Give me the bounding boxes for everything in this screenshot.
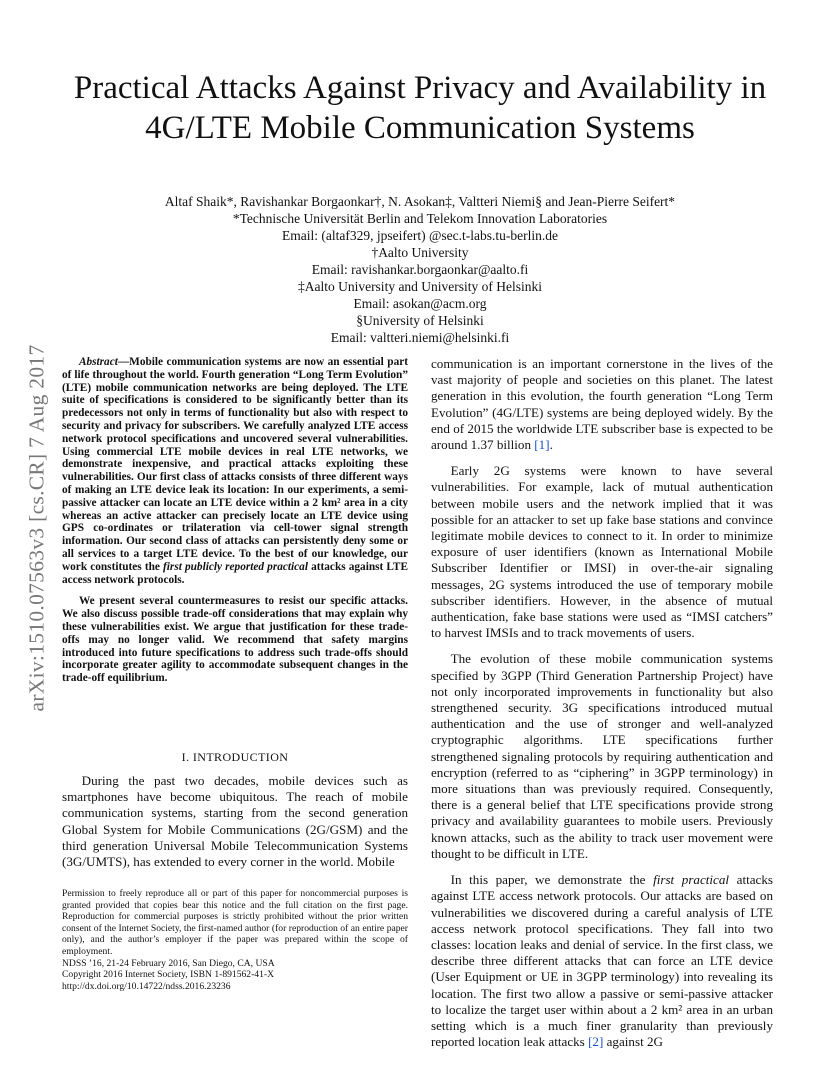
right-column-text bbox=[431, 356, 773, 1050]
email[interactable]: Email: asokan@acm.org bbox=[353, 296, 487, 311]
paper-title: Practical Attacks Against Privacy and Availability in 4G/LTE Mobile Communication Systems bbox=[73, 70, 767, 146]
body-paragraph: In this paper, we demonstrate the first practical attacks against LTE access network protocols. Our attacks are based on vulnerabilities we discovered during a careful analysis of LTE access network protocol specifications. They fall into two classes: location leaks and denial of service. In the first class, we describe three different attacks that can force an LTE device (User Equipment or UE in 3GPP terminology) into revealing its location. The first two allow a passive or semi-passive attacker to localize the target user within about a 2 km² area in an urban setting which is a much finer granularity than previously reported location leak attacks [2] against 2G bbox=[431, 872, 773, 1050]
body-paragraph: Early 2G systems were known to have several vulnerabilities. For example, lack of mutual authentication between mobile users and the network implied that it was possible for an attacker to set up fake base stations and convince legitimate mobile devices to connect to it. In order to minimize exposure of user identifiers (known as International Mobile Subscriber Identifier or IMSI) in over-the-air signaling messages, 2G systems introduced the use of temporary mobile subscriber identifiers. However, in the absence of mutual authentication, fake base stations were used as “IMSI catchers” to harvest IMSIs and to track movements of users. bbox=[431, 463, 773, 641]
arxiv-identifier: arXiv:1510.07563v3 [cs.CR] 7 Aug 2017 bbox=[24, 343, 49, 712]
abstract-paragraph: We present several countermeasures to resist our specific attacks. We also discuss possible trade-off considerations that may explain why these vulnerabilities exist. We argue that justification for these trade-offs may no longer valid. We recommend that safety margins introduced into future specifications to address such trade-offs should incorporate greater agility to accommodate subsequent changes in the trade-off equilibrium. bbox=[62, 595, 408, 685]
email[interactable]: Email: valtteri.niemi@helsinki.fi bbox=[330, 330, 510, 345]
abstract-label: Abstract bbox=[78, 356, 118, 368]
affiliation: ‡Aalto University and University of Helsinki bbox=[297, 279, 543, 294]
email[interactable]: Email: ravishankar.borgaonkar@aalto.fi bbox=[311, 262, 529, 277]
abstract bbox=[62, 356, 408, 685]
body-paragraph: communication is an important cornerstone in the lives of the vast majority of people and societies on this planet. The latest generation in this evolution, the fourth generation “Long Term Evolution” (4G/LTE) systems are being deployed widely. By the end of 2015 the worldwide LTE subscriber base is expected to be around 1.37 billion [1]. bbox=[431, 356, 773, 453]
author-names: Altaf Shaik*, Ravishankar Borgaonkar†, N. Asokan‡, Valtteri Niemi§ and Jean-Pierre Seifert* bbox=[164, 194, 676, 209]
doi-link[interactable]: http://dx.doi.org/10.14722/ndss.2016.23236 bbox=[62, 980, 231, 992]
body-paragraph: The evolution of these mobile communication systems specified by 3GPP (Third Generation Partnership Project) have not only incorporated improvements in functionality but also strengthened security. 3G specifications introduced mutual authentication and the use of stronger and well-analyzed cryptographic algorithms. LTE specifications further strengthened signaling protocols by requiring authentication and encryption (referred to as “ciphering” in 3GPP terminology) in more situations than was previously required. Consequently, there is a general belief that LTE specifications provide strong privacy and availability guarantees to mobile users. Previously known attacks, such as the ability to track user movement were thought to be difficult in LTE. bbox=[431, 651, 773, 861]
citation-link[interactable]: [1] bbox=[534, 437, 550, 453]
email[interactable]: Email: (altaf329, jpseifert) @sec.t-labs.tu-berlin.de bbox=[282, 228, 558, 243]
affiliation: §University of Helsinki bbox=[356, 313, 484, 328]
author-block bbox=[100, 193, 740, 346]
body-paragraph: During the past two decades, mobile devices such as smartphones have become ubiquitous. The reach of mobile communication systems, starting from the second generation Global System for Mobile Communications (2G/GSM) and the third generation Universal Mobile Telecommunication Systems (3G/UMTS), has extended to every corner in the world. Mobile bbox=[62, 773, 408, 870]
affiliation: †Aalto University bbox=[371, 245, 469, 260]
conference-info: NDSS ’16, 21-24 February 2016, San Diego, CA, USA bbox=[62, 957, 275, 969]
permission-notice: Permission to freely reproduce all or part of this paper for noncommercial purposes is granted provided that copies bear this notice and the full citation on the first page. Reproduction for commercial purposes is strictly prohibited without the prior written consent of the Internet Society, the first-named author (for reproduction of an entire paper only), and the author’s employer if the paper was prepared within the scope of employment. bbox=[62, 888, 408, 957]
section-heading: I. INTRODUCTION bbox=[181, 750, 289, 764]
abstract-paragraph: Abstract—Mobile communication systems are now an essential part of life throughout the world. Fourth generation “Long Term Evolution” (LTE) mobile communication networks are being deployed. The LTE suite of specifications is considered to be significantly better than its predecessors not only in terms of functionality but also with respect to security and privacy for subscribers. We carefully analyzed LTE access network protocol specifications and uncovered several vulnerabilities. Using commercial LTE mobile devices in real LTE networks, we demonstrate inexpensive, and practical attacks exploiting these vulnerabilities. Our first class of attacks consists of three different ways of making an LTE device leak its location: In our experiments, a semi-passive attacker can locate an LTE device within a 2 km² area in a city whereas an active attacker can precisely locate an LTE device using GPS co-ordinates or trilateration via cell-tower signal strength information. Our second class of attacks can persistently deny some or all services to a target LTE device. To the best of our knowledge, our work constitutes the first publicly reported practical attacks against LTE access network protocols. bbox=[62, 356, 408, 586]
footnote bbox=[62, 888, 408, 992]
citation-link[interactable]: [2] bbox=[588, 1034, 604, 1050]
intro-text bbox=[62, 773, 408, 870]
copyright: Copyright 2016 Internet Society, ISBN 1-891562-41-X bbox=[62, 969, 275, 981]
affiliation: *Technische Universität Berlin and Telekom Innovation Laboratories bbox=[232, 211, 608, 226]
